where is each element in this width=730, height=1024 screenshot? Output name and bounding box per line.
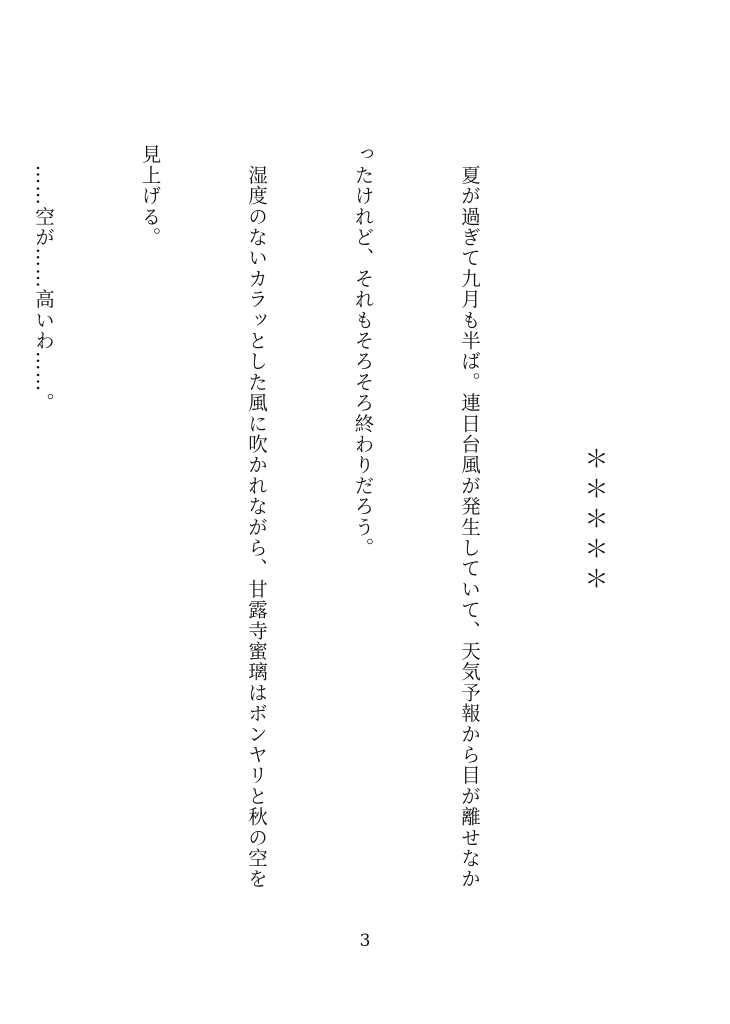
vertical-text-body bbox=[0, 144, 558, 904]
text-line: 見上げる。 bbox=[138, 144, 162, 248]
text-line: 夏が過ぎて九月も半ば。連日台風が発生していて、天気予報から目が離せなか bbox=[458, 144, 481, 890]
text-line: ったけれど、それもそろそろ終わりだろう。 bbox=[351, 144, 375, 558]
section-break-asterisks: ＊＊＊＊＊ bbox=[580, 446, 608, 596]
text-line: 湿度のないカラッとした風に吹かれながら、甘露寺蜜璃はボンヤリと秋の空を bbox=[245, 144, 268, 890]
text-line: ……空が……高いわ……。 bbox=[32, 144, 55, 414]
page-number: 3 bbox=[359, 931, 371, 951]
